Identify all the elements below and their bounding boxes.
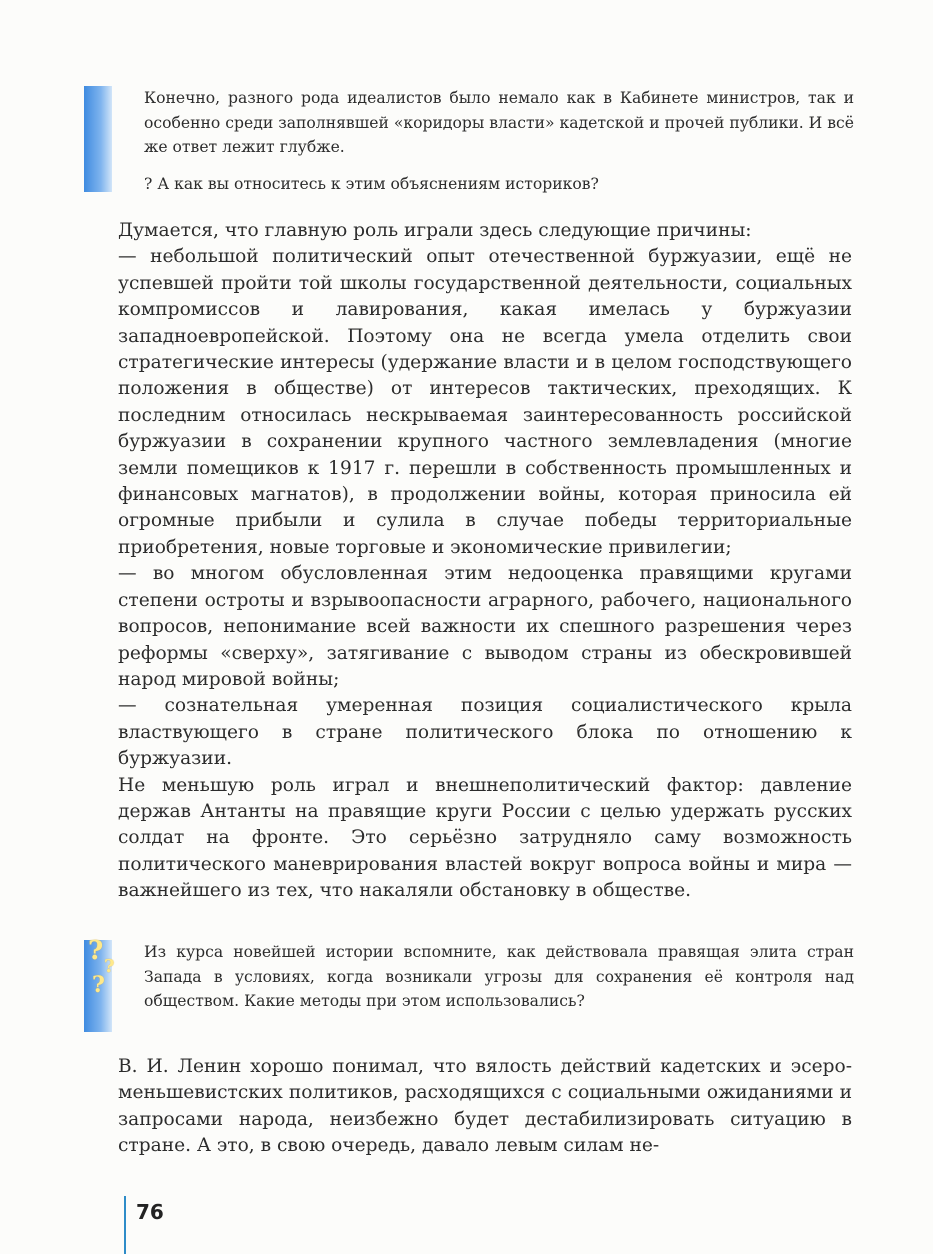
main-paragraph-2: — небольшой политический опыт отечественной буржуазии, ещё не успевшей пройти той школы государственной деятельности, социальных компромиссов и лавирования, какая имелась у буржуазии западноевропейской. Поэтому она не всегда умела отделить свои стратегические интересы (удержание власти и в целом господствующего положения в обществе) от интересов тактических, преходящих. К последним относилась нескрываемая заинтересованность российской буржуазии в сохранении крупного частного землевладения (многие земли помещиков к 1917 г. перешли в собственность промышленных и финансовых магнатов), в продолжении войны, которая приносила ей огромные прибыли и сулила в случае победы территориальные приобретения, новые торговые и экономические привилегии; [118,246,852,558]
question-mark-icon: ? [104,956,115,977]
question-mark-icon: ? [92,972,105,998]
intro-box [144,86,854,196]
closing-text [118,1054,852,1160]
closing-paragraph: В. И. Ленин хорошо понимал, что вялость действий кадетских и эсеро-меньшевистских политиков, расходящихся с социальными ожиданиями и запросами народа, неизбежно будет дестабилизировать ситуацию в стране. А это, в свою очередь, давало левым силам не- [118,1056,852,1157]
question-box-text: Из курса новейшей истории вспомните, как действовала правящая элита стран Запада в условиях, когда возникали угрозы для сохранения её контроля над обществом. Какие методы при этом использовались? [144,943,854,1010]
page-number: 76 [136,1200,164,1224]
intro-box-paragraph: Конечно, разного рода идеалистов было немало как в Кабинете министров, так и особенно среди заполнявшей «коридоры власти» кадетской и прочей публики. И всё же ответ лежит глубже. [144,89,854,156]
question-mark-icon: ? [88,936,104,966]
main-text [118,218,852,905]
intro-box-question: ? А как вы относитесь к этим объяснениям историков? [144,174,599,193]
main-paragraph-3: — во многом обусловленная этим недооценка правящими кругами степени остроты и взрывоопасности аграрного, рабочего, национального вопросов, непонимание всей важности их спешного разрешения через реформы «сверху», затягивание с выводом страны из обескровившей народ мировой войны; [118,563,852,690]
question-box [144,940,854,1014]
main-paragraph-5: Не меньшую роль играл и внешнеполитический фактор: давление держав Антанты на правящие круги России с целью удержать русских солдат на фронте. Это серьёзно затрудняло саму возможность политического маневрирования властей вокруг вопроса войны и мира — важнейшего из тех, что накаляли обстановку в обществе. [118,774,852,902]
intro-box-marker [84,86,112,192]
main-paragraph-1: Думается, что главную роль играли здесь следующие причины: [118,220,752,241]
main-paragraph-4: — сознательная умеренная позиция социалистического крыла властвующего в стране политического блока по отношению к буржуазии. [118,695,852,770]
footer-rule [124,1196,126,1254]
